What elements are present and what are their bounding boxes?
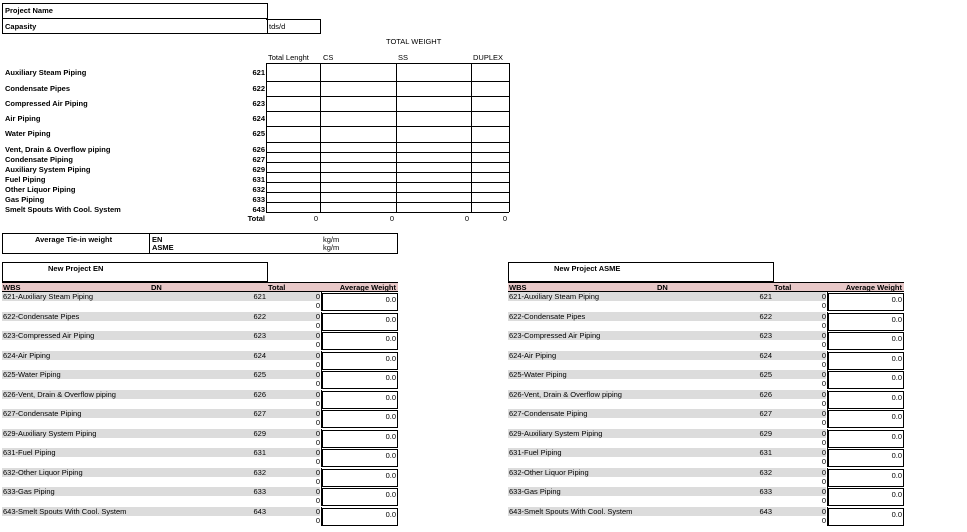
avg-weight-value: 0.0 (385, 451, 396, 460)
weight-total-value: 0 (464, 214, 469, 223)
header-dn: DN (657, 283, 668, 292)
weight-cell[interactable] (472, 183, 509, 192)
weight-cell[interactable] (321, 183, 396, 192)
row-total-1: 0 (821, 331, 826, 340)
weight-row-label: Fuel Piping (5, 175, 46, 184)
row-dn: 629 (253, 429, 266, 438)
row-dn: 632 (253, 468, 266, 477)
row-total-2: 0 (821, 321, 826, 330)
avg-weight-value: 0.0 (385, 334, 396, 343)
row-dn: 622 (759, 312, 772, 321)
row-dn: 624 (759, 351, 772, 360)
weight-row-label: Compressed Air Piping (5, 99, 88, 108)
weight-cell[interactable] (321, 203, 396, 212)
weight-cell[interactable] (397, 203, 471, 212)
avg-weight-value: 0.0 (891, 510, 902, 519)
avg-weight-value: 0.0 (891, 373, 902, 382)
project-name-input[interactable] (2, 19, 268, 34)
row-total-2: 0 (315, 360, 320, 369)
row-total-1: 0 (315, 331, 320, 340)
weight-cell[interactable] (321, 143, 396, 152)
row-wbs: 623-Compressed Air Piping (3, 331, 95, 340)
weight-cell[interactable] (472, 163, 509, 172)
weight-cell[interactable] (267, 153, 320, 162)
weight-row-code: 631 (252, 175, 265, 184)
row-wbs: 627-Condensate Piping (3, 409, 82, 418)
weight-row-code: 626 (252, 145, 265, 154)
weight-total-value: 0 (389, 214, 394, 223)
avg-weight-value: 0.0 (891, 490, 902, 499)
row-dn: 624 (253, 351, 266, 360)
avg-weight-value: 0.0 (385, 432, 396, 441)
weight-cell[interactable] (472, 203, 509, 212)
weight-cell[interactable] (472, 64, 509, 81)
weight-cell[interactable] (397, 143, 471, 152)
row-total-2: 0 (315, 301, 320, 310)
row-total-2: 0 (821, 399, 826, 408)
weight-cell[interactable] (321, 127, 396, 142)
avg-weight-value: 0.0 (385, 295, 396, 304)
avg-weight-value: 0.0 (385, 373, 396, 382)
row-total-2: 0 (315, 516, 320, 525)
weight-cell[interactable] (472, 127, 509, 142)
row-dn: 626 (759, 390, 772, 399)
header-total: Total (774, 283, 792, 292)
tiein-en-unit: kg/m (323, 235, 340, 244)
avg-weight-value: 0.0 (385, 354, 396, 363)
weight-cell[interactable] (397, 127, 471, 142)
weight-cell[interactable] (321, 163, 396, 172)
tiein-label: Average Tie-in weight (35, 235, 113, 244)
row-total-1: 0 (315, 448, 320, 457)
row-dn: 622 (253, 312, 266, 321)
weight-cell[interactable] (397, 97, 471, 111)
weight-total-value: 0 (313, 214, 318, 223)
row-total-1: 0 (315, 292, 320, 301)
weight-row-label: Condensate Piping (5, 155, 73, 164)
weight-cell[interactable] (472, 82, 509, 96)
weight-cell[interactable] (321, 112, 396, 126)
row-total-1: 0 (315, 312, 320, 321)
row-total-2: 0 (821, 379, 826, 388)
weight-cell[interactable] (267, 97, 320, 111)
row-wbs: 625-Water Piping (3, 370, 61, 379)
weight-cell[interactable] (397, 193, 471, 202)
weight-cell[interactable] (321, 82, 396, 96)
row-total-1: 0 (315, 429, 320, 438)
row-dn: 629 (759, 429, 772, 438)
weight-col-header: Total Lenght (268, 53, 309, 62)
project-title-box (2, 262, 268, 282)
avg-weight-value: 0.0 (891, 471, 902, 480)
weight-row-label: Air Piping (5, 114, 41, 123)
weight-cell[interactable] (267, 143, 320, 152)
avg-weight-value: 0.0 (891, 354, 902, 363)
row-total-2: 0 (315, 418, 320, 427)
project-title-box (508, 262, 774, 282)
weight-row-label: Condensate Pipes (5, 84, 71, 93)
row-wbs: 626-Vent, Drain & Overflow piping (3, 390, 116, 399)
weight-row-code: 629 (252, 165, 265, 174)
row-dn: 625 (253, 370, 266, 379)
weight-cell[interactable] (267, 82, 320, 96)
row-wbs: 631-Fuel Piping (3, 448, 56, 457)
row-total-1: 0 (315, 487, 320, 496)
row-wbs: 622-Condensate Pipes (3, 312, 80, 321)
row-wbs: 643-Smelt Spouts With Cool. System (3, 507, 127, 516)
row-total-2: 0 (315, 477, 320, 486)
row-total-1: 0 (821, 448, 826, 457)
row-wbs: 632-Other Liquor Piping (3, 468, 83, 477)
weight-row-label: Vent, Drain & Overflow piping (5, 145, 111, 154)
avg-weight-value: 0.0 (385, 393, 396, 402)
weight-cell[interactable] (397, 173, 471, 182)
row-wbs: 629-Auxiliary System Piping (509, 429, 603, 438)
weight-row-label: Other Liquor Piping (5, 185, 76, 194)
row-wbs: 621-Auxiliary Steam Piping (509, 292, 600, 301)
project-title: New Project EN (48, 264, 104, 273)
weight-cell[interactable] (397, 82, 471, 96)
weight-cell[interactable] (472, 173, 509, 182)
row-wbs: 643-Smelt Spouts With Cool. System (509, 507, 633, 516)
row-wbs: 627-Condensate Piping (509, 409, 588, 418)
weight-row-label: Water Piping (5, 129, 51, 138)
weight-cell[interactable] (267, 112, 320, 126)
project-title: New Project ASME (554, 264, 621, 273)
row-total-2: 0 (821, 516, 826, 525)
row-total-1: 0 (821, 292, 826, 301)
capacity-unit: tds/d (269, 22, 286, 31)
tiein-asme-unit: kg/m (323, 243, 340, 252)
weight-row-code: 625 (252, 129, 265, 138)
weight-row-code: 622 (252, 84, 265, 93)
weight-row-code: 623 (252, 99, 265, 108)
row-total-2: 0 (315, 399, 320, 408)
avg-weight-value: 0.0 (385, 510, 396, 519)
weight-row-code: 633 (252, 195, 265, 204)
total-weight-title: TOTAL WEIGHT (386, 37, 442, 46)
capacity-label: Capasity (5, 22, 37, 31)
weight-col-header: DUPLEX (473, 53, 504, 62)
row-dn: 631 (759, 448, 772, 457)
row-total-2: 0 (315, 457, 320, 466)
weight-cell[interactable] (321, 173, 396, 182)
weight-cell[interactable] (267, 173, 320, 182)
row-total-2: 0 (315, 438, 320, 447)
project-name-label: Project Name (5, 6, 53, 15)
row-dn: 643 (759, 507, 772, 516)
row-wbs: 623-Compressed Air Piping (509, 331, 601, 340)
weight-cell[interactable] (472, 193, 509, 202)
row-total-1: 0 (315, 390, 320, 399)
weight-cell[interactable] (321, 64, 396, 81)
grid-line (266, 212, 509, 213)
row-dn: 632 (759, 468, 772, 477)
row-total-1: 0 (315, 409, 320, 418)
row-total-1: 0 (821, 429, 826, 438)
row-dn: 623 (253, 331, 266, 340)
row-total-2: 0 (315, 340, 320, 349)
row-dn: 621 (253, 292, 266, 301)
row-wbs: 633-Gas Piping (3, 487, 55, 496)
row-total-1: 0 (821, 487, 826, 496)
row-wbs: 622-Condensate Pipes (509, 312, 586, 321)
weight-row-label: Smelt Spouts With Cool. System (5, 205, 121, 214)
row-wbs: 631-Fuel Piping (509, 448, 562, 457)
avg-weight-value: 0.0 (385, 315, 396, 324)
weight-row-label: Gas Piping (5, 195, 45, 204)
row-total-1: 0 (821, 409, 826, 418)
row-total-1: 0 (315, 468, 320, 477)
weight-cell[interactable] (397, 64, 471, 81)
row-total-1: 0 (315, 351, 320, 360)
weight-cell[interactable] (267, 203, 320, 212)
weight-cell[interactable] (267, 183, 320, 192)
row-dn: 643 (253, 507, 266, 516)
row-dn: 631 (253, 448, 266, 457)
row-total-2: 0 (821, 340, 826, 349)
row-total-1: 0 (821, 312, 826, 321)
weight-row-label: Auxiliary Steam Piping (5, 68, 87, 77)
weight-cell[interactable] (472, 112, 509, 126)
row-total-1: 0 (821, 507, 826, 516)
weight-cell[interactable] (397, 153, 471, 162)
row-total-1: 0 (821, 370, 826, 379)
weight-cell[interactable] (267, 193, 320, 202)
row-total-2: 0 (821, 418, 826, 427)
header-wbs: WBS (509, 283, 527, 292)
weight-col-header: SS (398, 53, 409, 62)
weight-cell[interactable] (397, 183, 471, 192)
weight-total-value: 0 (502, 214, 507, 223)
row-total-2: 0 (821, 477, 826, 486)
weight-cell[interactable] (321, 97, 396, 111)
row-wbs: 633-Gas Piping (509, 487, 561, 496)
avg-weight-value: 0.0 (891, 432, 902, 441)
row-total-2: 0 (821, 457, 826, 466)
avg-weight-value: 0.0 (891, 393, 902, 402)
row-total-2: 0 (315, 496, 320, 505)
weight-row-label: Auxiliary System Piping (5, 165, 91, 174)
row-dn: 625 (759, 370, 772, 379)
weight-total-label: Total (247, 214, 265, 223)
header-avg-weight: Average Weight (339, 283, 396, 292)
weight-row-code: 624 (252, 114, 265, 123)
row-total-2: 0 (315, 379, 320, 388)
avg-weight-value: 0.0 (891, 412, 902, 421)
row-wbs: 621-Auxiliary Steam Piping (3, 292, 94, 301)
avg-weight-value: 0.0 (891, 295, 902, 304)
row-total-2: 0 (821, 360, 826, 369)
row-dn: 623 (759, 331, 772, 340)
row-wbs: 629-Auxiliary System Piping (3, 429, 97, 438)
row-total-1: 0 (821, 351, 826, 360)
row-wbs: 632-Other Liquor Piping (509, 468, 589, 477)
weight-cell[interactable] (267, 64, 320, 81)
row-total-2: 0 (821, 496, 826, 505)
weight-cell[interactable] (397, 163, 471, 172)
row-dn: 626 (253, 390, 266, 399)
tiein-en-label: EN (152, 235, 163, 244)
avg-weight-value: 0.0 (385, 412, 396, 421)
weight-cell[interactable] (472, 153, 509, 162)
weight-cell[interactable] (267, 163, 320, 172)
header-total: Total (268, 283, 286, 292)
row-total-1: 0 (821, 390, 826, 399)
header-avg-weight: Average Weight (845, 283, 902, 292)
row-wbs: 624-Air Piping (3, 351, 51, 360)
row-dn: 627 (759, 409, 772, 418)
avg-weight-value: 0.0 (891, 451, 902, 460)
avg-weight-value: 0.0 (891, 315, 902, 324)
weight-row-code: 621 (252, 68, 265, 77)
row-total-2: 0 (315, 321, 320, 330)
weight-row-code: 643 (252, 205, 265, 214)
weight-cell[interactable] (397, 112, 471, 126)
weight-col-header: CS (323, 53, 334, 62)
row-wbs: 625-Water Piping (509, 370, 567, 379)
weight-cell[interactable] (321, 193, 396, 202)
row-total-1: 0 (821, 468, 826, 477)
row-dn: 621 (759, 292, 772, 301)
row-wbs: 624-Air Piping (509, 351, 557, 360)
header-dn: DN (151, 283, 162, 292)
row-total-2: 0 (821, 438, 826, 447)
weight-cell[interactable] (472, 143, 509, 152)
weight-row-code: 632 (252, 185, 265, 194)
row-dn: 633 (759, 487, 772, 496)
weight-cell[interactable] (472, 97, 509, 111)
row-dn: 633 (253, 487, 266, 496)
avg-weight-value: 0.0 (385, 490, 396, 499)
tiein-asme-label: ASME (152, 243, 174, 252)
row-total-2: 0 (821, 301, 826, 310)
row-wbs: 626-Vent, Drain & Overflow piping (509, 390, 622, 399)
header-wbs: WBS (3, 283, 21, 292)
row-total-1: 0 (315, 370, 320, 379)
row-total-1: 0 (315, 507, 320, 516)
tiein-divider (149, 233, 150, 254)
avg-weight-value: 0.0 (891, 334, 902, 343)
weight-cell[interactable] (321, 153, 396, 162)
avg-weight-value: 0.0 (385, 471, 396, 480)
weight-cell[interactable] (267, 127, 320, 142)
row-dn: 627 (253, 409, 266, 418)
weight-row-code: 627 (252, 155, 265, 164)
grid-line (509, 63, 510, 212)
